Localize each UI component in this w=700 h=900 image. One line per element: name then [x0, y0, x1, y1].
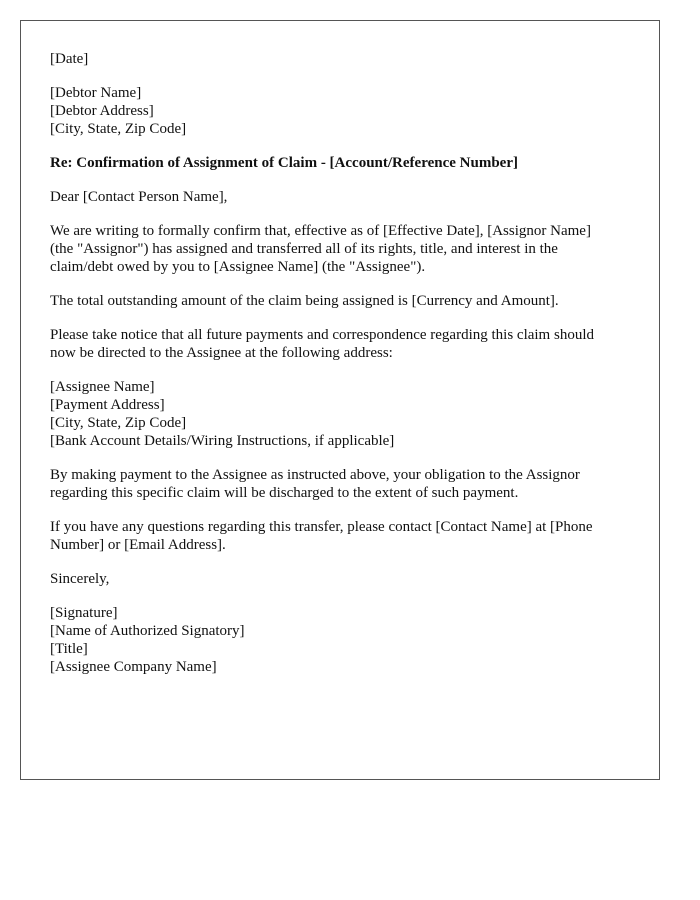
spacer: [50, 310, 638, 326]
debtor-address-block: [50, 84, 638, 138]
signatory-title: [Title]: [50, 641, 88, 657]
paragraph-line: Please take notice that all future payments and correspondence regarding this claim should: [50, 327, 594, 343]
letter-page: [20, 20, 660, 780]
assignee-bank-details: [Bank Account Details/Wiring Instructions, if applicable]: [50, 433, 395, 449]
spacer: [50, 588, 638, 604]
assignee-address-block: [50, 378, 638, 450]
debtor-address: [Debtor Address]: [50, 103, 154, 119]
paragraph-line: If you have any questions regarding this transfer, please contact [Contact Name] at [Phone: [50, 519, 593, 535]
letter-date: [Date]: [50, 51, 89, 67]
paragraph-contact: [50, 518, 638, 554]
debtor-city-state-zip: [City, State, Zip Code]: [50, 121, 187, 137]
spacer: [50, 362, 638, 378]
paragraph-line: Number] or [Email Address].: [50, 537, 226, 553]
spacer: [50, 172, 638, 188]
signatory-name: [Name of Authorized Signatory]: [50, 623, 245, 639]
debtor-name: [Debtor Name]: [50, 85, 142, 101]
company-name: [Assignee Company Name]: [50, 659, 217, 675]
spacer: [50, 68, 638, 84]
spacer: [50, 502, 638, 518]
spacer: [50, 450, 638, 466]
paragraph-line: now be directed to the Assignee at the following address:: [50, 345, 393, 361]
paragraph-confirmation: [50, 222, 638, 276]
signature: [Signature]: [50, 605, 118, 621]
paragraph-discharge: [50, 466, 638, 502]
closing: Sincerely,: [50, 571, 110, 587]
paragraph-line: regarding this specific claim will be discharged to the extent of such payment.: [50, 485, 519, 501]
paragraph-line: (the "Assignor") has assigned and transferred all of its rights, title, and interest in the: [50, 241, 558, 257]
paragraph-notice: [50, 326, 638, 362]
signature-block: [50, 604, 638, 676]
spacer: [50, 138, 638, 154]
assignee-city-state-zip: [City, State, Zip Code]: [50, 415, 187, 431]
paragraph-amount: The total outstanding amount of the claim being assigned is [Currency and Amount].: [50, 293, 559, 309]
paragraph-line: We are writing to formally confirm that, effective as of [Effective Date], [Assignor Name]: [50, 223, 591, 239]
assignee-payment-address: [Payment Address]: [50, 397, 165, 413]
letter-content: [50, 50, 638, 676]
paragraph-line: By making payment to the Assignee as instructed above, your obligation to the Assignor: [50, 467, 580, 483]
assignee-name: [Assignee Name]: [50, 379, 155, 395]
paragraph-line: claim/debt owed by you to [Assignee Name] (the "Assignee").: [50, 259, 426, 275]
spacer: [50, 554, 638, 570]
spacer: [50, 206, 638, 222]
subject-line: Re: Confirmation of Assignment of Claim - [Account/Reference Number]: [50, 155, 518, 171]
spacer: [50, 276, 638, 292]
salutation: Dear [Contact Person Name],: [50, 189, 228, 205]
